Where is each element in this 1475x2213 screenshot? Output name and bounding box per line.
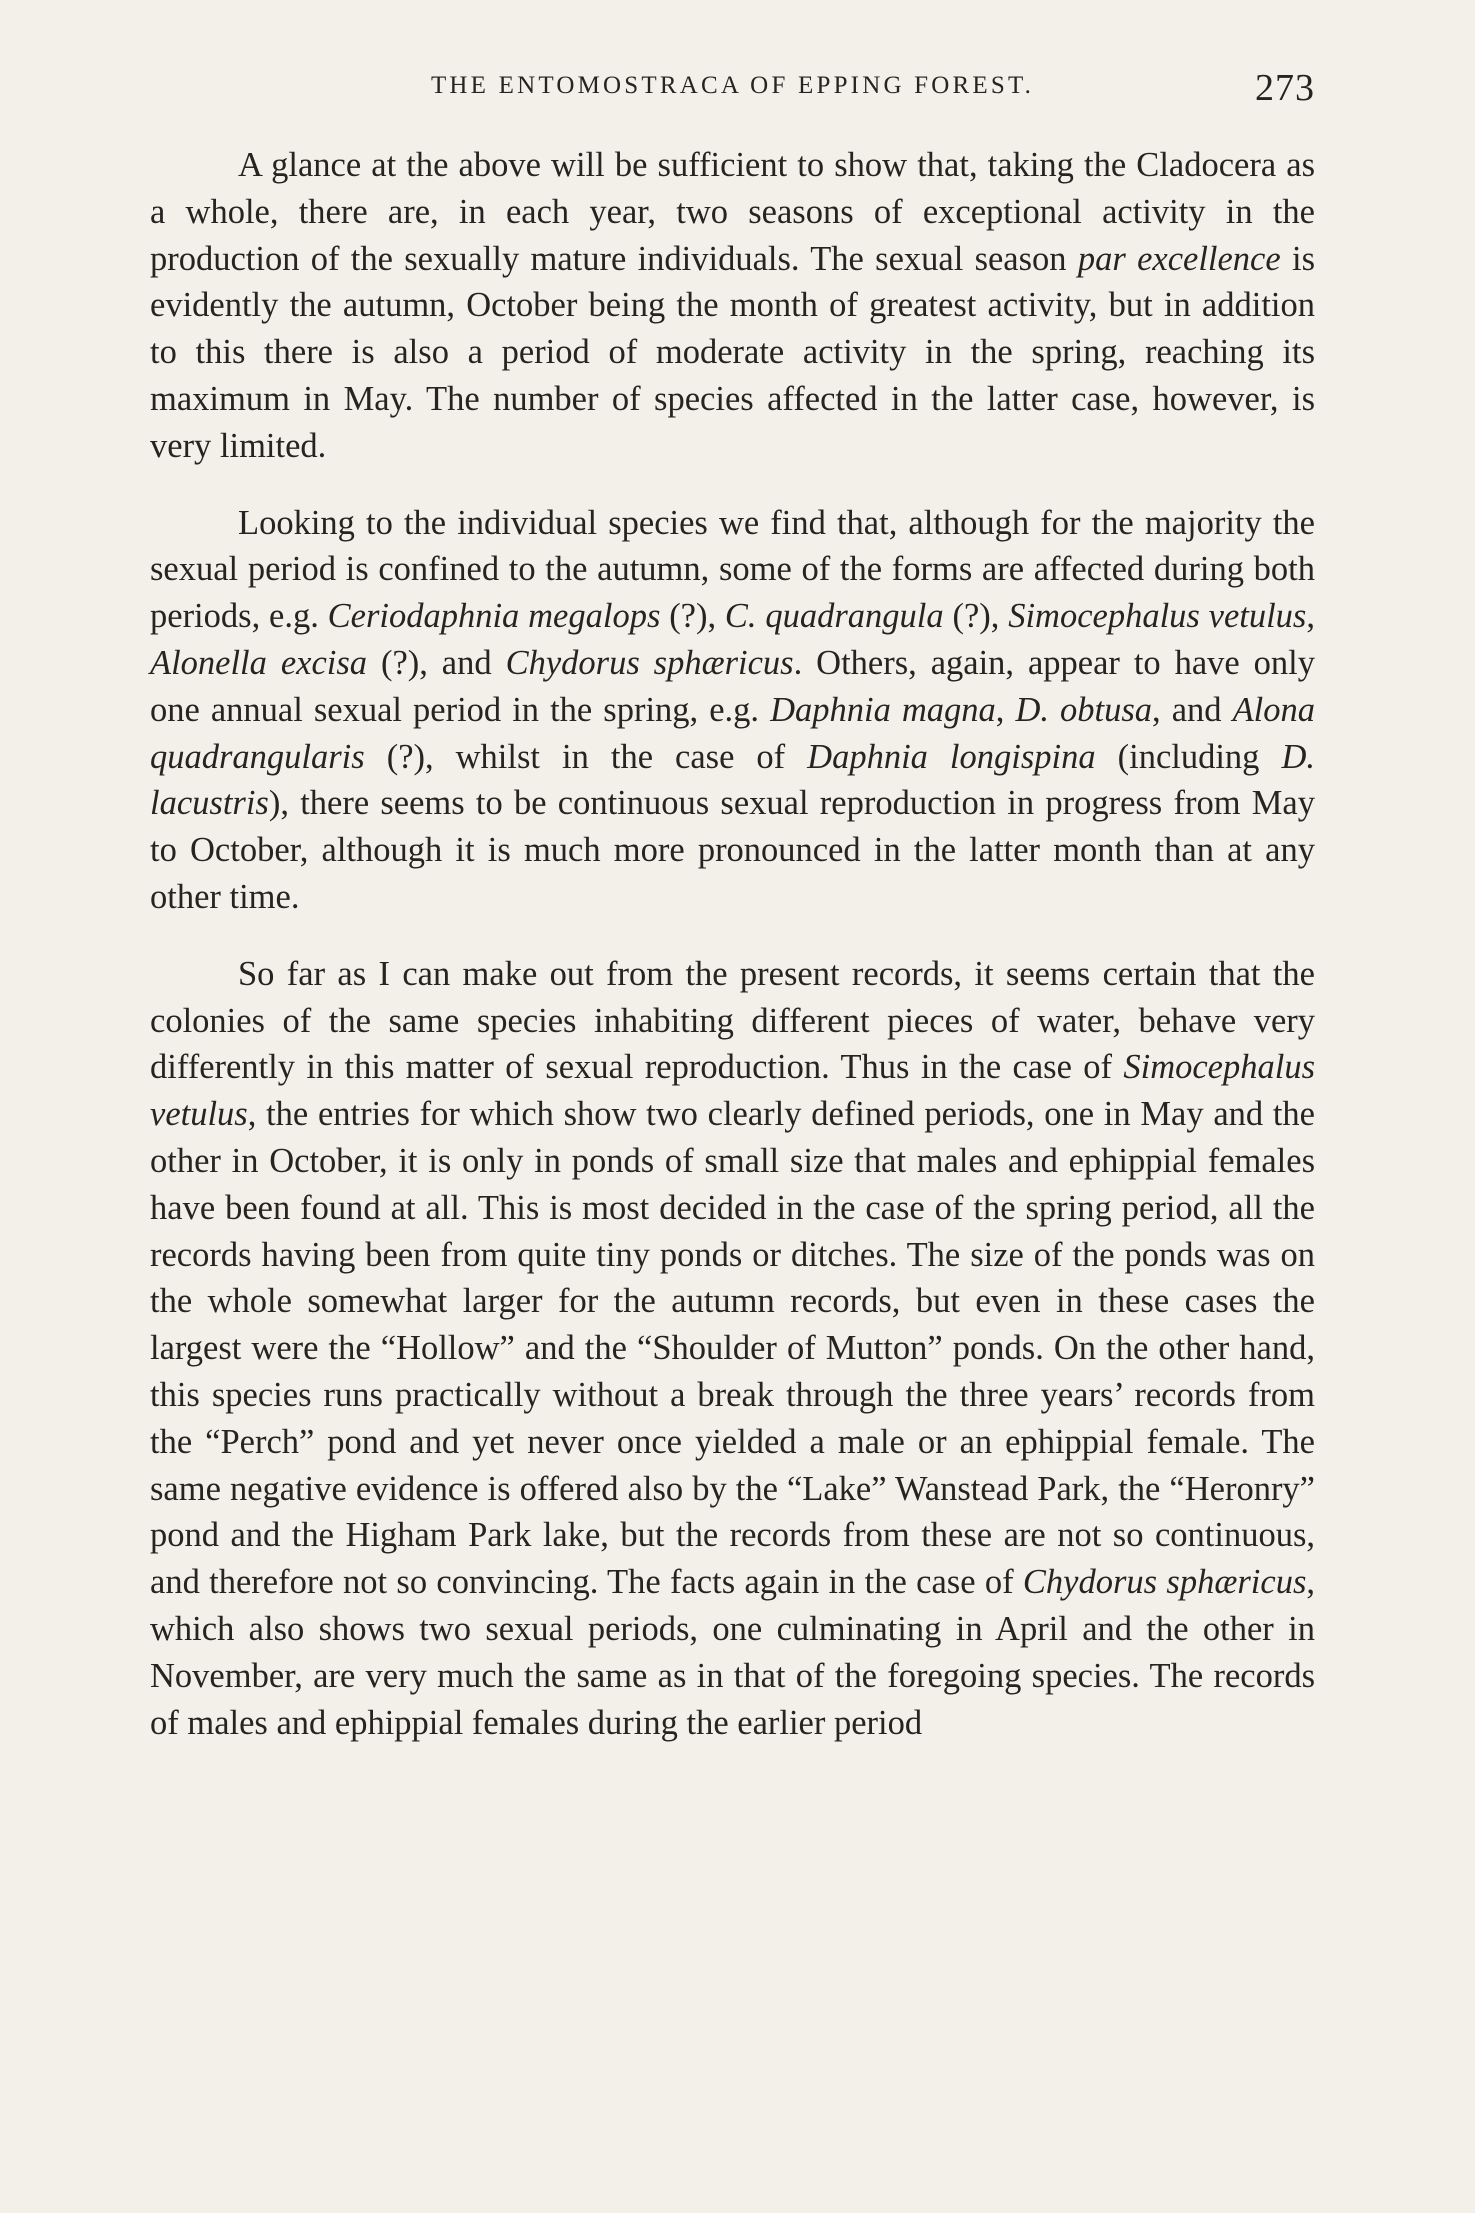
italic-term: D. obtusa [1015, 690, 1153, 729]
italic-term: Alona quadrangularis [150, 690, 1315, 776]
italic-term: D. lacustris [150, 737, 1315, 823]
paragraph-1 [150, 142, 1315, 470]
text-run: , [995, 690, 1016, 729]
text-run: , which also shows two sexual periods, one culminating in April and the other in November, are very much the same as in that of the foregoing species. The records of males and ephippial females during the earlier period [150, 1563, 1315, 1742]
italic-term: Chydorus sphæricus [1022, 1563, 1307, 1602]
text-run: , the entries for which show two clearly defined periods, one in May and the other in October, it is only in ponds of small size that males and ephippial females have been found at all. This is most decided in the case of the spring period, all the records having been from quite tiny ponds or ditches. The size of the ponds was on the whole somewhat larger for the autumn records, but even in these cases the largest were the “Hollow” and the “Shoulder of Mutton” ponds. On the other hand, this species runs practically without a break through the three years’ records from the “Perch” pond and yet never once yielded a male or an ephippial female. The same negative evidence is offered also by the “Lake” Wanstead Park, the “Heronry” pond and the Higham Park lake, but the records from these are not so continuous, and therefore not so convincing. The facts again in the case of [150, 1095, 1315, 1602]
text-run: , [1306, 597, 1315, 636]
running-title: THE ENTOMOSTRACA OF EPPING FOREST. [430, 72, 1035, 99]
text-run: (?), whilst in the case of [364, 737, 808, 776]
italic-term: Simocephalus vetulus [1008, 597, 1307, 636]
italic-term: C. quadrangula [724, 597, 944, 636]
italic-term: Ceriodaphnia megalops [327, 597, 661, 636]
italic-term: Daphnia longispina [807, 737, 1096, 776]
italic-term: par excellence [1077, 239, 1281, 278]
text-run: Looking to the individual species we find that, although for the majority the sexual period is confined to the autumn, some of the forms are affected during both periods, e.g. [150, 503, 1315, 636]
text-run: So far as I can make out from the present records, it seems certain that the colonies of the same species inhabiting different pieces of water, behave very differently in this matter of sexual reproduction. Thus in the case of [150, 954, 1315, 1087]
text-run: is evidently the autumn, October being the month of greatest activity, but in addition to this there is also a period of moderate activity in the spring, reaching its maximum in May. The number of species affected in the latter case, however, is very limited. [150, 239, 1315, 465]
text-run: (including [1095, 737, 1282, 776]
page-number: 273 [1255, 67, 1315, 109]
italic-term: Alonella excisa [150, 643, 368, 682]
italic-term: Daphnia magna [770, 690, 996, 729]
text-run: (?), and [367, 643, 506, 682]
text-run: (?), [660, 597, 725, 636]
text-run: (?), [943, 597, 1009, 636]
text-run: , and [1152, 690, 1233, 729]
text-run: . Others, again, appear to have only one annual sexual period in the spring, e.g. [150, 643, 1315, 729]
body-text [150, 142, 1315, 1776]
text-run: A glance at the above will be sufficient to show that, taking the Cladocera as a whole, there are, in each year, two seasons of exceptional activity in the production of the sexually mature individuals. The sexual season [150, 146, 1315, 278]
text-run: ), there seems to be continuous sexual reproduction in progress from May to October, although it is much more pronounced in the latter month than at any other time. [150, 784, 1315, 916]
italic-term: Chydorus sphæricus [505, 643, 794, 682]
italic-term: Simocephalus vetulus [150, 1048, 1315, 1134]
paragraph-2 [150, 500, 1315, 921]
paragraph-3 [150, 951, 1315, 1747]
page-header [150, 66, 1315, 126]
